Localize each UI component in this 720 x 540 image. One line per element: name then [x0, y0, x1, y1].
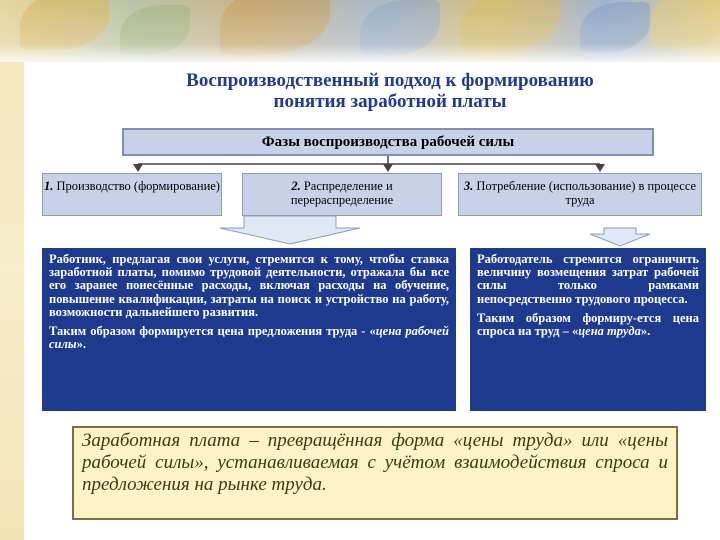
supply-paragraph-2-suffix: ». [76, 337, 86, 352]
phase-1-number: 1. [44, 179, 54, 193]
title-line-1: Воспроизводственный подход к формированию [186, 70, 594, 91]
phase-2-label: Распределение и перераспределение [290, 179, 394, 207]
supply-paragraph-1: Работник, предлагая свои услуги, стремится к тому, чтобы ставка заработной платы, помимо трудовой деятельности, отражала бы все его заранее понесённые расходы, включая расходы на обучение, повышение квалификации, затраты на поиск и устройство на работу, возможности дальнейшего развития. [49, 252, 449, 319]
arrow-to-left-box [220, 216, 360, 244]
demand-paragraph-1: Работодатель стремится ограничить величину возмещения затрат рабочей силы только рамками непосредственно трудового процесса. [477, 252, 699, 306]
demand-price-term: цена труда [578, 324, 641, 339]
arrowhead-phase-1 [133, 164, 143, 172]
arrowhead-phase-3 [595, 164, 605, 172]
arrow-to-right-box [590, 228, 650, 246]
phase-2-number: 2. [291, 179, 301, 193]
demand-paragraph-2 [477, 312, 699, 338]
phase-3-label: Потребление (использование) в процессе труда [476, 179, 697, 207]
arrowhead-phase-2 [383, 164, 393, 172]
title-line-2: понятия заработной платы [273, 91, 507, 112]
demand-description-box [470, 248, 706, 411]
supply-paragraph-2 [49, 325, 449, 351]
phase-3-number: 3. [463, 179, 474, 193]
phases-header-box: Фазы воспроизводства рабочей силы [122, 128, 654, 156]
demand-paragraph-2-prefix: Таким образом формиру-ется цена спроса на труд – « [477, 310, 699, 339]
phase-3-box [458, 173, 702, 216]
supply-price-term: цена рабочей силы [49, 324, 449, 352]
phase-1-box [42, 173, 222, 216]
conclusion-box: Заработная плата – превращённая форма «цены труда» или «цены рабочей силы», устанавливаемая с учётом взаимодействия спроса и предложения на рынке труда. [72, 426, 678, 520]
supply-paragraph-2-prefix: Таким образом формируется цена предложения труда - « [49, 324, 376, 339]
demand-paragraph-2-suffix: ». [640, 324, 651, 339]
supply-description-box [42, 248, 456, 411]
phase-1-label: Производство (формирование) [56, 179, 220, 193]
phase-2-box [242, 173, 442, 216]
